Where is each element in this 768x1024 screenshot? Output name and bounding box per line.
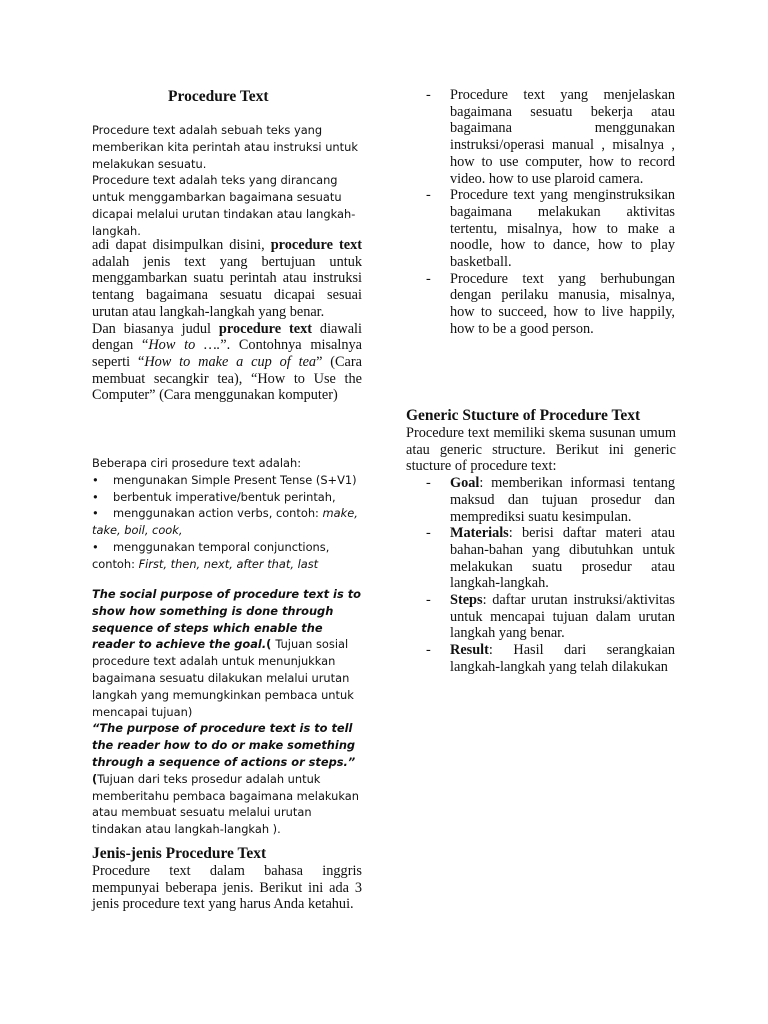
dash-marker: - [426, 642, 431, 659]
conclusion-text-c: adalah jenis text yang bertujuan untuk menggambarkan suatu perintah atau instruksi tentang bagaimana sesuatu dicapai sesuai urutan atau langkah-langkah yang benar. [92, 253, 362, 320]
general-purpose-en: “The purpose of procedure text is to tell the reader how to do or make something through a sequence of actions or steps.” [92, 721, 356, 769]
ciri-block [92, 455, 362, 573]
structure-term: Result [450, 642, 489, 659]
conclusion-text-a: adi dapat disimpulkan disini, [92, 237, 271, 253]
list-item [426, 187, 675, 271]
list-item [426, 271, 675, 338]
list-item [426, 525, 675, 592]
bullet-icon: • [92, 472, 99, 487]
conclusion-block [92, 237, 362, 404]
list-item-examples: make, take, boil, cook, [92, 506, 358, 538]
structure-term: Steps [450, 592, 483, 609]
definition-2: Procedure text adalah teks yang dirancang untuk menggambarkan bagaimana sesuatu dicapai melalui urutan tindakan atau langkah-langkah. [92, 173, 356, 238]
ciri-heading: Beberapa ciri prosedure text adalah: [92, 456, 302, 470]
list-item-text: Procedure text yang menjelaskan bagaimana sesuatu bekerja atau bagaimana menggunakan instruksi/operasi manual , misalnya , how to use computer, how to record video. how to use plaroid camera. [450, 87, 675, 187]
types-list [426, 87, 675, 338]
dash-marker: - [426, 187, 431, 204]
structure-desc: : Hasil dari serangkaian langkah-langkah yang telah dilakukan [450, 642, 675, 675]
list-item-text: Procedure text yang berhubungan dengan perilaku manusia, misalnya, how to succeed, how to live happily, how to be a good person. [450, 270, 675, 337]
conclusion-paragraph [92, 237, 362, 321]
generic-intro: Procedure text memiliki skema susunan umum atau generic structure. Berikut ini generic stucture of procedure text: [406, 425, 676, 475]
dash-marker: - [426, 525, 431, 542]
title-term: procedure text [218, 320, 313, 337]
definition-block [92, 122, 362, 240]
list-item-text [450, 642, 675, 675]
conclusion-term: procedure text [270, 237, 362, 253]
jenis-section [92, 845, 362, 913]
list-item [426, 475, 675, 525]
list-item [92, 489, 362, 506]
dash-marker: - [426, 270, 431, 287]
structure-desc: : daftar urutan instruksi/aktivitas untuk mencapai tujuan dalam urutan langkah yang benar. [450, 592, 675, 642]
title-text-a: Dan biasanya judul [92, 320, 219, 337]
generic-section [406, 407, 676, 676]
list-item-examples: First, then, next, after that, last [138, 556, 319, 571]
structure-desc: : memberikan informasi tentang maksud dan tujuan prosedur dan memprediksi suatu kesimpulan. [450, 475, 675, 525]
general-purpose [92, 720, 362, 838]
structure-list [426, 475, 675, 675]
structure-term: Goal [450, 475, 480, 492]
bullet-icon: • [92, 489, 99, 504]
page-title: Procedure Text [168, 88, 269, 105]
list-item [426, 592, 675, 642]
generic-heading: Generic Stucture of Procedure Text [406, 407, 641, 424]
title-text-g: ” (Cara membuat secangkir tea), “How to Use the Computer” (Cara menggunakan komputer) [92, 353, 363, 404]
jenis-body: Procedure text dalam bahasa inggris mempunyai beberapa jenis. Berikut ini ada 3 jenis procedure text yang harus Anda ketahui. [92, 863, 362, 913]
list-item-text: mengunakan Simple Present Tense (S+V1) [113, 472, 357, 487]
list-item-text [450, 475, 675, 525]
dash-marker: - [426, 87, 431, 103]
list-item-text: menggunakan temporal conjunctions, contoh: [92, 539, 330, 571]
definition-1: Procedure text adalah sebuah teks yang memberikan kita perintah atau instruksi untuk melakukan sesuatu. [92, 123, 358, 171]
structure-term: Materials [450, 525, 509, 542]
title-how-to: How to …. [148, 337, 221, 354]
title-paragraph [92, 321, 362, 405]
title-example: How to make a cup of tea [144, 353, 317, 370]
list-item [92, 472, 362, 489]
structure-desc: : berisi daftar materi atau bahan-bahan yang dibutuhkan untuk melakukan suatu prosedur atau langkah-langkah. [450, 525, 675, 592]
purpose-block [92, 586, 362, 838]
social-purpose-id: Tujuan sosial procedure text adalah untuk menunjukkan bagaimana sesuatu dilakukan melalui urutan langkah yang memungkinkan pembaca untuk mencapai tujuan) [92, 637, 354, 719]
social-purpose [92, 586, 362, 720]
general-purpose-id: Tujuan dari teks prosedur adalah untuk memberitahu pembaca bagaimana melakukan atau membuat sesuatu melalui urutan tindakan atau langkah-langkah ). [92, 771, 359, 837]
list-item-text [450, 592, 675, 642]
jenis-heading: Jenis-jenis Procedure Text [92, 845, 267, 862]
bullet-icon: • [92, 539, 99, 554]
social-purpose-paren: ( [266, 637, 276, 652]
general-purpose-paren: ( [92, 771, 98, 786]
list-item [92, 505, 362, 539]
list-item [92, 539, 362, 573]
list-item-text [450, 525, 675, 592]
list-item-text: menggunakan action verbs, contoh: [113, 506, 323, 521]
dash-marker: - [426, 592, 431, 609]
social-purpose-en: The social purpose of procedure text is to show how something is done through sequence of steps which enable the reader to achieve the goal. [92, 587, 361, 652]
bullet-icon: • [92, 506, 99, 521]
list-item-text: berbentuk imperative/bentuk perintah, [113, 489, 336, 504]
list-item-text: Procedure text yang menginstruksikan bagaimana melakukan aktivitas tertentu, misalnya, how to make a noodle, how to dance, how to play basketball. [450, 187, 675, 271]
title-text-e: ”. Contohnya misalnya seperti “ [92, 337, 362, 370]
list-item [426, 642, 675, 675]
title-text-c: diawali dengan “ [92, 320, 363, 354]
dash-marker: - [426, 475, 431, 492]
list-item [426, 87, 675, 187]
